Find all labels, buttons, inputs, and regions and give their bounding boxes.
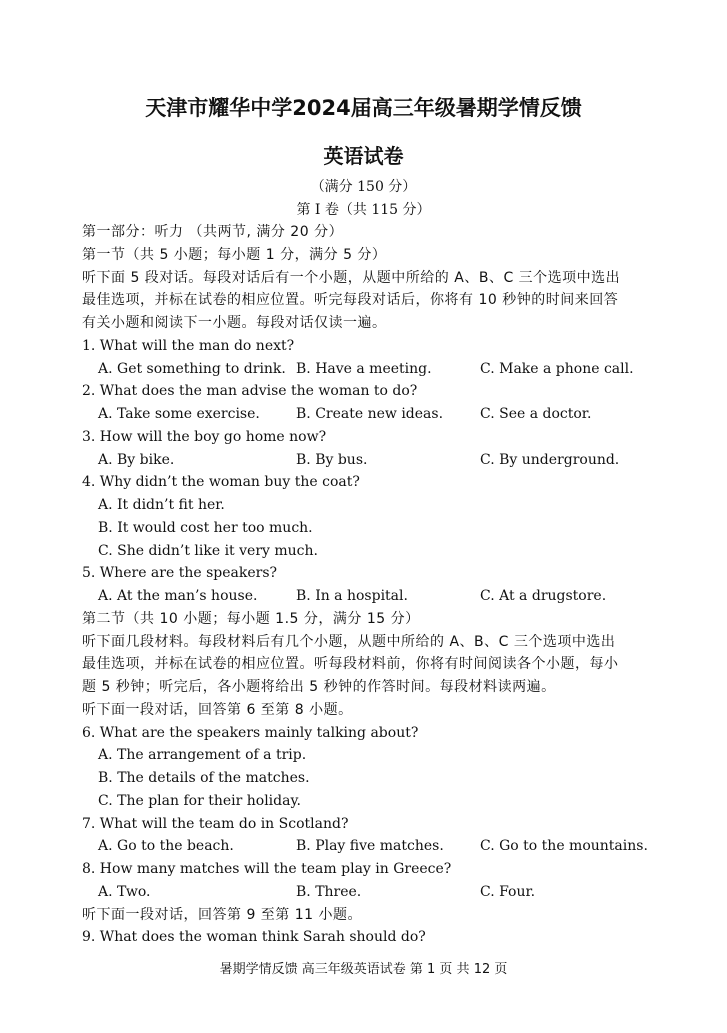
option-a: A. The arrangement of a trip. xyxy=(98,747,307,764)
section2-instruction: 题 5 秒钟；听完后，各小题将给出 5 秒钟的作答时间。每段材料读两遍。 xyxy=(82,679,556,695)
question-stem: 9. What does the woman think Sarah should do? xyxy=(82,929,426,946)
section1-instruction: 听下面 5 段对话。每段对话后有一个小题，从题中所给的 A、B、C 三个选项中选出 xyxy=(82,269,621,286)
option-a: A. Go to the beach. xyxy=(98,838,234,855)
option-a: A. Get something to drink. xyxy=(98,360,286,377)
question-stem: 8. How many matches will the team play in Greece? xyxy=(82,861,452,877)
option-b: B. By bus. xyxy=(296,451,368,468)
option-b: B. Three. xyxy=(296,883,362,900)
dialogue-intro: 听下面一段对话，回答第 6 至第 8 小题。 xyxy=(82,701,353,718)
option-a: A. Take some exercise. xyxy=(98,406,260,422)
option-c: C. The plan for their holiday. xyxy=(98,792,301,809)
question-options xyxy=(82,835,652,858)
question-options xyxy=(82,449,652,472)
option-b: B. Play five matches. xyxy=(296,838,444,855)
section2-heading: 第二节（共 10 小题；每小题 1.5 分，满分 15 分） xyxy=(82,610,420,627)
question-stem: 7. What will the team do in Scotland? xyxy=(82,815,349,832)
question-stem: 5. Where are the speakers? xyxy=(82,565,278,582)
volume-label: 第 I 卷（共 115 分） xyxy=(296,202,431,218)
section2-instruction: 最佳选项，并标在试卷的相应位置。听每段材料前，你将有时间阅读各个小题，每小 xyxy=(82,656,619,673)
question-stem: 3. How will the boy go home now? xyxy=(82,428,327,445)
dialogue-intro: 听下面一段对话，回答第 9 至第 11 小题。 xyxy=(82,906,363,923)
question-options xyxy=(82,358,652,381)
option-c: C. She didn’t like it very much. xyxy=(98,542,318,559)
option-a: A. At the man’s house. xyxy=(98,588,258,604)
question-stem: 2. What does the man advise the woman to do? xyxy=(82,383,418,400)
option-c: C. Make a phone call. xyxy=(480,360,634,377)
option-c: C. Go to the mountains. xyxy=(480,838,648,855)
option-c: C. By underground. xyxy=(480,451,620,468)
section1-instruction: 最佳选项，并标在试卷的相应位置。听完每段对话后，你将有 10 秒钟的时间来回答 xyxy=(82,292,619,309)
option-c: C. At a drugstore. xyxy=(480,588,607,604)
question-options xyxy=(82,585,652,608)
option-b: B. Have a meeting. xyxy=(296,360,432,377)
option-c: C. See a doctor. xyxy=(480,406,592,422)
question-options xyxy=(82,881,652,904)
option-a: A. It didn’t fit her. xyxy=(98,497,225,513)
option-b: B. Create new ideas. xyxy=(296,406,444,422)
question-stem: 6. What are the speakers mainly talking about? xyxy=(82,724,419,741)
option-b: B. The details of the matches. xyxy=(98,770,310,786)
question-options xyxy=(82,403,652,426)
question-stem: 4. Why didn’t the woman buy the coat? xyxy=(82,474,360,491)
option-a: A. By bike. xyxy=(98,451,175,468)
exam-title: 天津市耀华中学2024届高三年级暑期学情反馈 xyxy=(145,96,582,120)
question-stem: 1. What will the man do next? xyxy=(82,337,295,354)
section1-instruction: 有关小题和阅读下一小题。每段对话仅读一遍。 xyxy=(82,315,387,331)
exam-subtitle: 英语试卷 xyxy=(323,144,404,168)
exam-body xyxy=(82,221,652,949)
page-footer: 暑期学情反馈 高三年级英语试卷 第 1 页 共 12 页 xyxy=(219,962,508,977)
option-b: B. In a hospital. xyxy=(296,588,408,604)
option-c: C. Four. xyxy=(480,883,536,900)
option-a: A. Two. xyxy=(98,883,151,900)
full-score: （满分 150 分） xyxy=(310,179,417,195)
option-b: B. It would cost her too much. xyxy=(98,519,313,536)
section2-instruction: 听下面几段材料。每段材料后有几个小题，从题中所给的 A、B、C 三个选项中选出 xyxy=(82,633,616,650)
part1-heading: 第一部分：听力 （共两节, 满分 20 分） xyxy=(82,224,344,240)
section1-heading: 第一节（共 5 小题；每小题 1 分，满分 5 分） xyxy=(82,246,387,263)
